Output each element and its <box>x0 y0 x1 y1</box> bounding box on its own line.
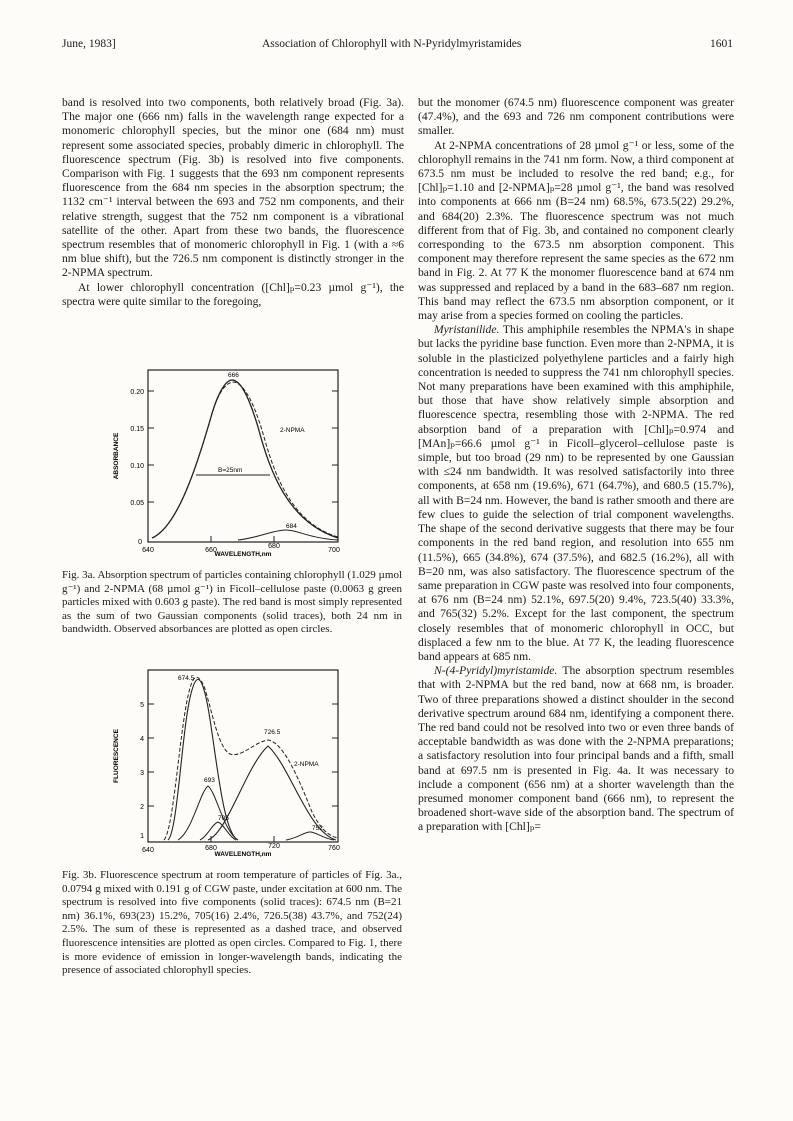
plot-frame <box>148 370 338 542</box>
xtick-label: 680 <box>205 845 217 852</box>
running-title: Association of Chlorophyll with N-Pyridylmyristamides <box>262 38 522 50</box>
section-heading: N-(4-Pyridyl)myristamide. <box>434 664 558 678</box>
xtick-label: 760 <box>328 845 340 852</box>
xtick-label: 640 <box>142 847 154 854</box>
ytick-label: 1 <box>140 833 144 840</box>
xtick-label: 720 <box>268 843 280 850</box>
figure-3a <box>108 362 354 558</box>
ytick-label: 0.20 <box>130 389 144 396</box>
peak-label: 674.5 <box>178 675 195 682</box>
page-number: 1601 <box>710 38 733 50</box>
xtick-label: 700 <box>328 547 340 554</box>
x-axis-label: WAVELENGTH,nm <box>214 551 272 558</box>
ytick-label: 0.10 <box>130 463 144 470</box>
paragraph <box>418 323 734 664</box>
y-axis-label: ABSORBANCE <box>113 432 120 480</box>
paragraph-body: The absorption spectrum resembles that with 2-NPMA but the red band, now at 668 nm, is broader. Two of three preparations showed a distinct shoulder in the second derivative spectrum around 684 nm, identifying a component there. The red band could not be resolved into two or even three bands of acceptable bandwidth as was done with the 2-NPMA preparations; a satisfactory resolution into four principal bands and a fifth, small band at 697.5 nm is presented in Fig. 4a. It was necessary to include a component (656 nm) at a shorter wavelength than the presumed monomer component band (666 nm), to represent the broadened short-wave side of the absorption band. The spectrum of a preparation with [Chl]ₚ= <box>418 664 734 834</box>
paragraph: At lower chlorophyll concentration ([Chl]ₚ=0.23 µmol g⁻¹), the spectra were quite similar to the foregoing, <box>62 280 404 308</box>
paragraph <box>418 664 734 834</box>
figure-3b-caption: Fig. 3b. Fluorescence spectrum at room temperature of particles of Fig. 3a., 0.0794 g mixed with 0.191 g of CGW paste, under excitation at 600 nm. The spectrum is resolved into five components (solid traces): 674.5 nm (B=21 nm) 36.1%, 693(23) 15.2%, 705(16) 2.4%, 726.5(38) 43.7%, and 752(24) 2.5%. The sum of these is represented as a dashed trace, and observed fluorescence intensities are plotted as open circles. Compared to Fig. 1, there is more evidence of emission in longer-wavelength bands, indicating the presence of associated chlorophyll species. <box>62 869 402 977</box>
gaussian-666-trace <box>152 380 338 538</box>
x-axis-label: WAVELENGTH,nm <box>214 851 272 858</box>
paragraph: At 2-NPMA concentrations of 28 µmol g⁻¹ or less, some of the chlorophyll remains in the 741 nm form. Now, a third component at 673.5 nm must be included to resolve the red band; e.g., for [Chl]ₚ=1.10 and [2-NPMA]ₚ=28 µmol g⁻¹, the band was resolved into components at 666 nm (B=24 nm) 68.5%, 673.5(22) 29.2%, and 684(20) 2.3%. The fluorescence spectrum was not much different from that of Fig. 3b, and contained no component clearly corresponding to the 673.5 nm absorption component. This component may therefore represent the same species as the 672 nm band in Fig. 2. At 77 K the monomer fluorescence band at 674 nm was suppressed and replaced by a band in the 683–687 nm region. This band may reflect the 673.5 nm absorption component, or it may arise from a species formed on cooling the particles. <box>418 138 734 323</box>
plot-frame <box>148 670 338 842</box>
paragraph: but the monomer (674.5 nm) fluorescence component was greater (47.4%), and the 693 and 726 nm component contributions were smaller. <box>418 96 734 138</box>
peak-label: 666 <box>228 372 239 379</box>
issue-date: June, 1983] <box>62 38 116 50</box>
paragraph-body: This amphiphile resembles the NPMA's in shape but lacks the pyridine base function. Even more than 2-NPMA, it is soluble in the plasticized polyethylene particles and a fairly high concentration is needed to suppress the 741 nm chlorophyll species. Not many preparations have been examined with this amphiphile, but those that have show relatively simple absorption and fluorescence spectra, resembling those with 2-NPMA. The red absorption band of a preparation with [Chl]ₚ=0.974 and [MAn]ₚ=66.6 µmol g⁻¹ in Ficoll–glycerol–cellulose paste is simple, but too broad (29 nm) to be represented by one Gaussian with ≤24 nm bandwidth. It was resolved satisfactorily into three components, at 658 nm (19.6%), 671 (64.7%), and 680.5 (15.7%), all with B=24 nm. However, the band is rather smooth and there are few clues to guide the selection of trial component wavelengths. The shape of the second derivative suggests that there may be four components in the red band region, and resolution into 655 nm (11.5%), 665 (34.8%), 674 (37.5%), and 682.5 (16.2%), all with B=20 nm, was also satisfactory. The fluorescence spectrum of the same preparation in CGW paste was resolved into four components, at 676 nm (B=24 nm) 52.1%, 697.5(20) 9.4%, 723.5(40) 33.3%, and 765(32) 5.2%. Except for the last component, the spectrum closely resembles that of monomeric chlorophyll in OCC, but displaced a few nm to the blue. At 77 K, the leading fluorescence band appears at 685 nm. <box>418 323 734 663</box>
running-header <box>62 38 733 56</box>
fluorescence-plot <box>108 662 354 858</box>
paragraph: band is resolved into two components, both relatively broad (Fig. 3a). The major one (666 nm) falls in the wavelength range expected for a monomeric chlorophyll species, but the minor one (684 nm) must represent some associated species, probably dimeric in chlorophyll. The fluorescence spectrum (Fig. 3b) is resolved into five components. Comparison with Fig. 1 suggests that the 693 nm component represents fluorescence from the 684 nm species in the absorption spectrum; the 1132 cm⁻¹ interval between the 693 and 752 nm components, and their relative strength, suggest that the 752 nm component is a vibrational satellite of the other. Apart from these two bands, the fluorescence spectrum resembles that of monomeric chlorophyll in Fig. 1 (with a ≈6 nm blue shift), but the 726.5 nm component is distinctly stronger in the 2-NPMA spectrum. <box>62 96 404 280</box>
peak-label: 693 <box>204 777 215 784</box>
peak-label: 684 <box>286 523 297 530</box>
bandwidth-label: B=25nm <box>218 467 243 474</box>
component-752-trace <box>286 832 334 840</box>
section-heading: Myristanilide. <box>434 323 500 337</box>
xtick-label: 660 <box>205 547 217 554</box>
ytick-label: 5 <box>140 702 144 709</box>
xtick-label: 680 <box>268 543 280 550</box>
ytick-label: 0.15 <box>130 426 144 433</box>
sum-trace <box>152 382 338 538</box>
ytick-label: 2 <box>140 804 144 811</box>
series-label: 2-NPMA <box>294 761 319 768</box>
figure-3a-caption: Fig. 3a. Absorption spectrum of particles containing chlorophyll (1.029 µmol g⁻¹) and 2-NPMA (68 µmol g⁻¹) in Ficoll–cellulose paste (0.0063 g green particles mixed with 0.603 g paste). The red band is most simply represented as the sum of two Gaussian components (solid traces), both 24 nm in bandwidth. Observed absorbances are plotted as open circles. <box>62 569 402 636</box>
right-column <box>418 96 734 835</box>
left-column <box>62 96 404 309</box>
xtick-label: 640 <box>142 547 154 554</box>
peak-label: 752 <box>312 825 323 832</box>
peak-label: 705 <box>218 815 229 822</box>
peak-label: 726.5 <box>264 729 281 736</box>
ytick-label: 0 <box>138 539 142 546</box>
sum-trace <box>164 677 338 840</box>
figure-3b <box>108 662 354 858</box>
ytick-label: 3 <box>140 770 144 777</box>
absorption-plot <box>108 362 354 558</box>
ytick-label: 0.05 <box>130 500 144 507</box>
series-label: 2-NPMA <box>280 427 305 434</box>
ytick-label: 4 <box>140 736 144 743</box>
y-axis-label: FLUORESCENCE <box>113 729 120 783</box>
